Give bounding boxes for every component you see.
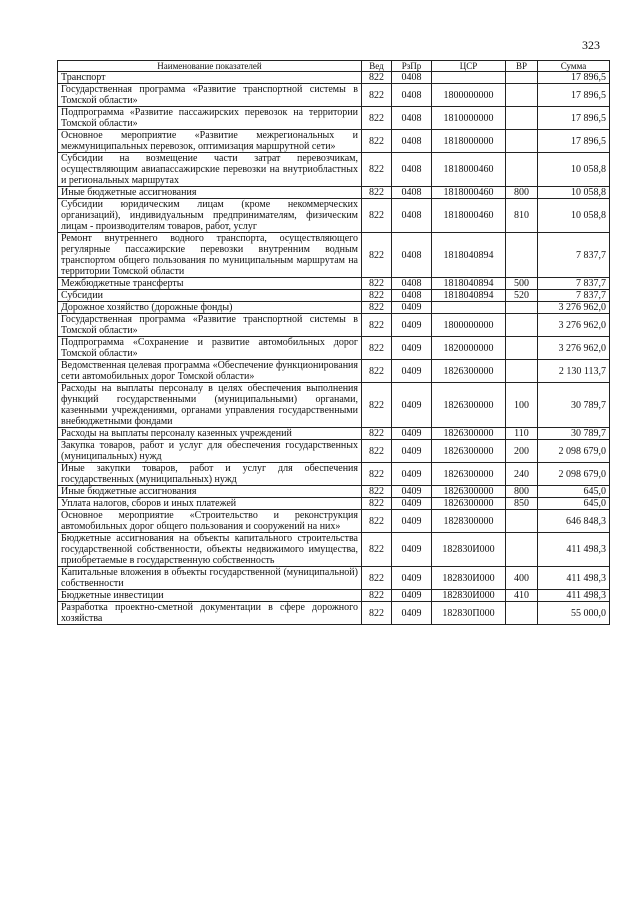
row-sum: 10 058,8: [538, 199, 610, 233]
row-vr: [506, 337, 538, 360]
row-vr: 400: [506, 567, 538, 590]
row-rzpr: 0409: [392, 383, 432, 428]
row-rzpr: 0408: [392, 72, 432, 84]
row-ved: 822: [362, 290, 392, 302]
row-sum: 10 058,8: [538, 153, 610, 187]
row-sum: 17 896,5: [538, 72, 610, 84]
row-rzpr: 0409: [392, 360, 432, 383]
row-name: Субсидии юридическим лицам (кроме некоммерческих организаций), индивидуальным предпринимателям, физическим лицам - производителям товаров, работ, услуг: [58, 199, 362, 233]
row-ved: 822: [362, 360, 392, 383]
row-vr: [506, 602, 538, 625]
row-ved: 822: [362, 498, 392, 510]
table-row: [58, 383, 610, 428]
row-sum: 7 837,7: [538, 233, 610, 278]
row-rzpr: 0409: [392, 602, 432, 625]
budget-table: [57, 60, 610, 625]
row-ved: 822: [362, 278, 392, 290]
row-rzpr: 0408: [392, 84, 432, 107]
row-ved: 822: [362, 337, 392, 360]
row-rzpr: 0409: [392, 567, 432, 590]
column-header-name: Наименование показателей: [58, 61, 362, 72]
row-vr: 240: [506, 463, 538, 486]
table-row: [58, 602, 610, 625]
row-rzpr: 0409: [392, 533, 432, 567]
row-rzpr: 0408: [392, 199, 432, 233]
row-vr: [506, 302, 538, 314]
column-header-ved: Вед: [362, 61, 392, 72]
row-name: Основное мероприятие «Развитие межрегиональных и межмуниципальных перевозок, оптимизация маршрутной сети»: [58, 130, 362, 153]
row-sum: 10 058,8: [538, 187, 610, 199]
table-row: [58, 510, 610, 533]
row-csr: 182830И000: [432, 590, 506, 602]
row-rzpr: 0409: [392, 440, 432, 463]
row-ved: 822: [362, 463, 392, 486]
row-csr: 1800000000: [432, 314, 506, 337]
column-header-sum: Сумма: [538, 61, 610, 72]
row-rzpr: 0408: [392, 233, 432, 278]
row-ved: 822: [362, 187, 392, 199]
row-rzpr: 0408: [392, 187, 432, 199]
row-sum: 2 130 113,7: [538, 360, 610, 383]
row-ved: 822: [362, 383, 392, 428]
row-rzpr: 0409: [392, 486, 432, 498]
table-row: [58, 463, 610, 486]
row-csr: 182830И000: [432, 533, 506, 567]
row-name: Разработка проектно-сметной документации в сфере дорожного хозяйства: [58, 602, 362, 625]
table-row: [58, 107, 610, 130]
row-ved: 822: [362, 233, 392, 278]
row-vr: 500: [506, 278, 538, 290]
row-name: Государственная программа «Развитие транспортной системы в Томской области»: [58, 84, 362, 107]
row-vr: 810: [506, 199, 538, 233]
table-row: [58, 84, 610, 107]
row-rzpr: 0408: [392, 290, 432, 302]
row-csr: 1818040894: [432, 233, 506, 278]
row-csr: 1828300000: [432, 510, 506, 533]
row-csr: 182830П000: [432, 602, 506, 625]
row-csr: 1818000460: [432, 153, 506, 187]
row-sum: 55 000,0: [538, 602, 610, 625]
row-name: Иные закупки товаров, работ и услуг для обеспечения государственных (муниципальных) нужд: [58, 463, 362, 486]
row-name: Транспорт: [58, 72, 362, 84]
row-ved: 822: [362, 533, 392, 567]
row-rzpr: 0409: [392, 590, 432, 602]
row-sum: 2 098 679,0: [538, 463, 610, 486]
row-sum: 411 498,3: [538, 533, 610, 567]
row-name: Иные бюджетные ассигнования: [58, 486, 362, 498]
table-row: [58, 72, 610, 84]
row-vr: [506, 72, 538, 84]
table-row: [58, 440, 610, 463]
row-csr: 1820000000: [432, 337, 506, 360]
row-csr: 1826300000: [432, 440, 506, 463]
row-vr: 800: [506, 486, 538, 498]
row-csr: 1818000000: [432, 130, 506, 153]
row-name: Ремонт внутреннего водного транспорта, осуществляющего регулярные пассажирские перевозки внутренним водным транспортом общего пользования по муниципальным маршрутам на территории Томской области: [58, 233, 362, 278]
row-name: Расходы на выплаты персоналу казенных учреждений: [58, 428, 362, 440]
row-csr: 1826300000: [432, 498, 506, 510]
table-row: [58, 187, 610, 199]
row-sum: 30 789,7: [538, 428, 610, 440]
row-csr: 182830И000: [432, 567, 506, 590]
row-vr: 410: [506, 590, 538, 602]
row-sum: 411 498,3: [538, 567, 610, 590]
row-ved: 822: [362, 440, 392, 463]
row-ved: 822: [362, 510, 392, 533]
row-sum: 3 276 962,0: [538, 302, 610, 314]
row-vr: 100: [506, 383, 538, 428]
row-sum: 411 498,3: [538, 590, 610, 602]
row-vr: [506, 360, 538, 383]
row-vr: 520: [506, 290, 538, 302]
column-header-vr: ВР: [506, 61, 538, 72]
row-csr: 1826300000: [432, 428, 506, 440]
row-sum: 645,0: [538, 498, 610, 510]
row-rzpr: 0409: [392, 337, 432, 360]
row-ved: 822: [362, 428, 392, 440]
page-number: 323: [582, 38, 600, 52]
row-rzpr: 0409: [392, 510, 432, 533]
row-name: Подпрограмма «Развитие пассажирских перевозок на территории Томской области»: [58, 107, 362, 130]
row-rzpr: 0409: [392, 498, 432, 510]
row-vr: [506, 107, 538, 130]
column-header-csr: ЦСР: [432, 61, 506, 72]
table-row: [58, 337, 610, 360]
row-vr: 800: [506, 187, 538, 199]
row-sum: 645,0: [538, 486, 610, 498]
row-vr: [506, 153, 538, 187]
row-csr: 1818000460: [432, 199, 506, 233]
row-name: Уплата налогов, сборов и иных платежей: [58, 498, 362, 510]
row-sum: 30 789,7: [538, 383, 610, 428]
table-row: [58, 199, 610, 233]
row-sum: 3 276 962,0: [538, 314, 610, 337]
row-ved: 822: [362, 302, 392, 314]
row-name: Основное мероприятие «Строительство и реконструкция автомобильных дорог общего пользования и сооружений на них»: [58, 510, 362, 533]
row-name: Межбюджетные трансферты: [58, 278, 362, 290]
row-sum: 7 837,7: [538, 278, 610, 290]
table-row: [58, 486, 610, 498]
row-vr: 200: [506, 440, 538, 463]
table-row: [58, 428, 610, 440]
row-csr: 1818000460: [432, 187, 506, 199]
row-name: Дорожное хозяйство (дорожные фонды): [58, 302, 362, 314]
row-name: Подпрограмма «Сохранение и развитие автомобильных дорог Томской области»: [58, 337, 362, 360]
row-rzpr: 0408: [392, 278, 432, 290]
table-row: [58, 130, 610, 153]
row-sum: 17 896,5: [538, 130, 610, 153]
row-ved: 822: [362, 486, 392, 498]
table-row: [58, 302, 610, 314]
column-header-rzpr: РзПр: [392, 61, 432, 72]
row-name: Бюджетные ассигнования на объекты капитального строительства государственной собственности, объекты недвижимого имущества, приобретаемые в государственную собственность: [58, 533, 362, 567]
table-row: [58, 498, 610, 510]
row-vr: 850: [506, 498, 538, 510]
row-csr: 1826300000: [432, 463, 506, 486]
row-name: Субсидии на возмещение части затрат перевозчикам, осуществляющим авиапассажирские перевозки на внутриобластных и региональных маршрутах: [58, 153, 362, 187]
row-sum: 2 098 679,0: [538, 440, 610, 463]
table-row: [58, 590, 610, 602]
row-rzpr: 0408: [392, 107, 432, 130]
table-row: [58, 290, 610, 302]
row-vr: [506, 314, 538, 337]
row-ved: 822: [362, 107, 392, 130]
row-csr: 1826300000: [432, 486, 506, 498]
row-name: Иные бюджетные ассигнования: [58, 187, 362, 199]
table-row: [58, 533, 610, 567]
row-rzpr: 0409: [392, 302, 432, 314]
table-row: [58, 233, 610, 278]
row-sum: 3 276 962,0: [538, 337, 610, 360]
row-name: Государственная программа «Развитие транспортной системы в Томской области»: [58, 314, 362, 337]
row-name: Закупка товаров, работ и услуг для обеспечения государственных (муниципальных) нужд: [58, 440, 362, 463]
row-csr: 1826300000: [432, 360, 506, 383]
row-vr: [506, 233, 538, 278]
table-header-row: [58, 61, 610, 72]
row-ved: 822: [362, 590, 392, 602]
row-sum: 17 896,5: [538, 107, 610, 130]
row-ved: 822: [362, 602, 392, 625]
row-csr: 1826300000: [432, 383, 506, 428]
row-sum: 17 896,5: [538, 84, 610, 107]
row-vr: [506, 130, 538, 153]
row-ved: 822: [362, 153, 392, 187]
table-row: [58, 360, 610, 383]
row-csr: [432, 302, 506, 314]
row-csr: 1810000000: [432, 107, 506, 130]
row-name: Субсидии: [58, 290, 362, 302]
row-ved: 822: [362, 130, 392, 153]
table-row: [58, 314, 610, 337]
row-csr: 1818040894: [432, 278, 506, 290]
row-ved: 822: [362, 84, 392, 107]
row-rzpr: 0409: [392, 463, 432, 486]
row-ved: 822: [362, 567, 392, 590]
row-csr: 1818040894: [432, 290, 506, 302]
table-row: [58, 567, 610, 590]
row-name: Расходы на выплаты персоналу в целях обеспечения выполнения функций государственными (муниципальными) органами, казенными учреждениями, органами управления государственными внебюджетными фондами: [58, 383, 362, 428]
row-sum: 646 848,3: [538, 510, 610, 533]
row-ved: 822: [362, 72, 392, 84]
row-csr: [432, 72, 506, 84]
row-csr: 1800000000: [432, 84, 506, 107]
row-ved: 822: [362, 199, 392, 233]
row-name: Бюджетные инвестиции: [58, 590, 362, 602]
table-row: [58, 153, 610, 187]
table-row: [58, 278, 610, 290]
row-sum: 7 837,7: [538, 290, 610, 302]
row-vr: [506, 84, 538, 107]
row-rzpr: 0408: [392, 153, 432, 187]
row-rzpr: 0408: [392, 130, 432, 153]
row-name: Капитальные вложения в объекты государственной (муниципальной) собственности: [58, 567, 362, 590]
row-vr: [506, 533, 538, 567]
row-vr: 110: [506, 428, 538, 440]
row-rzpr: 0409: [392, 314, 432, 337]
row-vr: [506, 510, 538, 533]
row-rzpr: 0409: [392, 428, 432, 440]
row-name: Ведомственная целевая программа «Обеспечение функционирования сети автомобильных дорог Томской области»: [58, 360, 362, 383]
row-ved: 822: [362, 314, 392, 337]
